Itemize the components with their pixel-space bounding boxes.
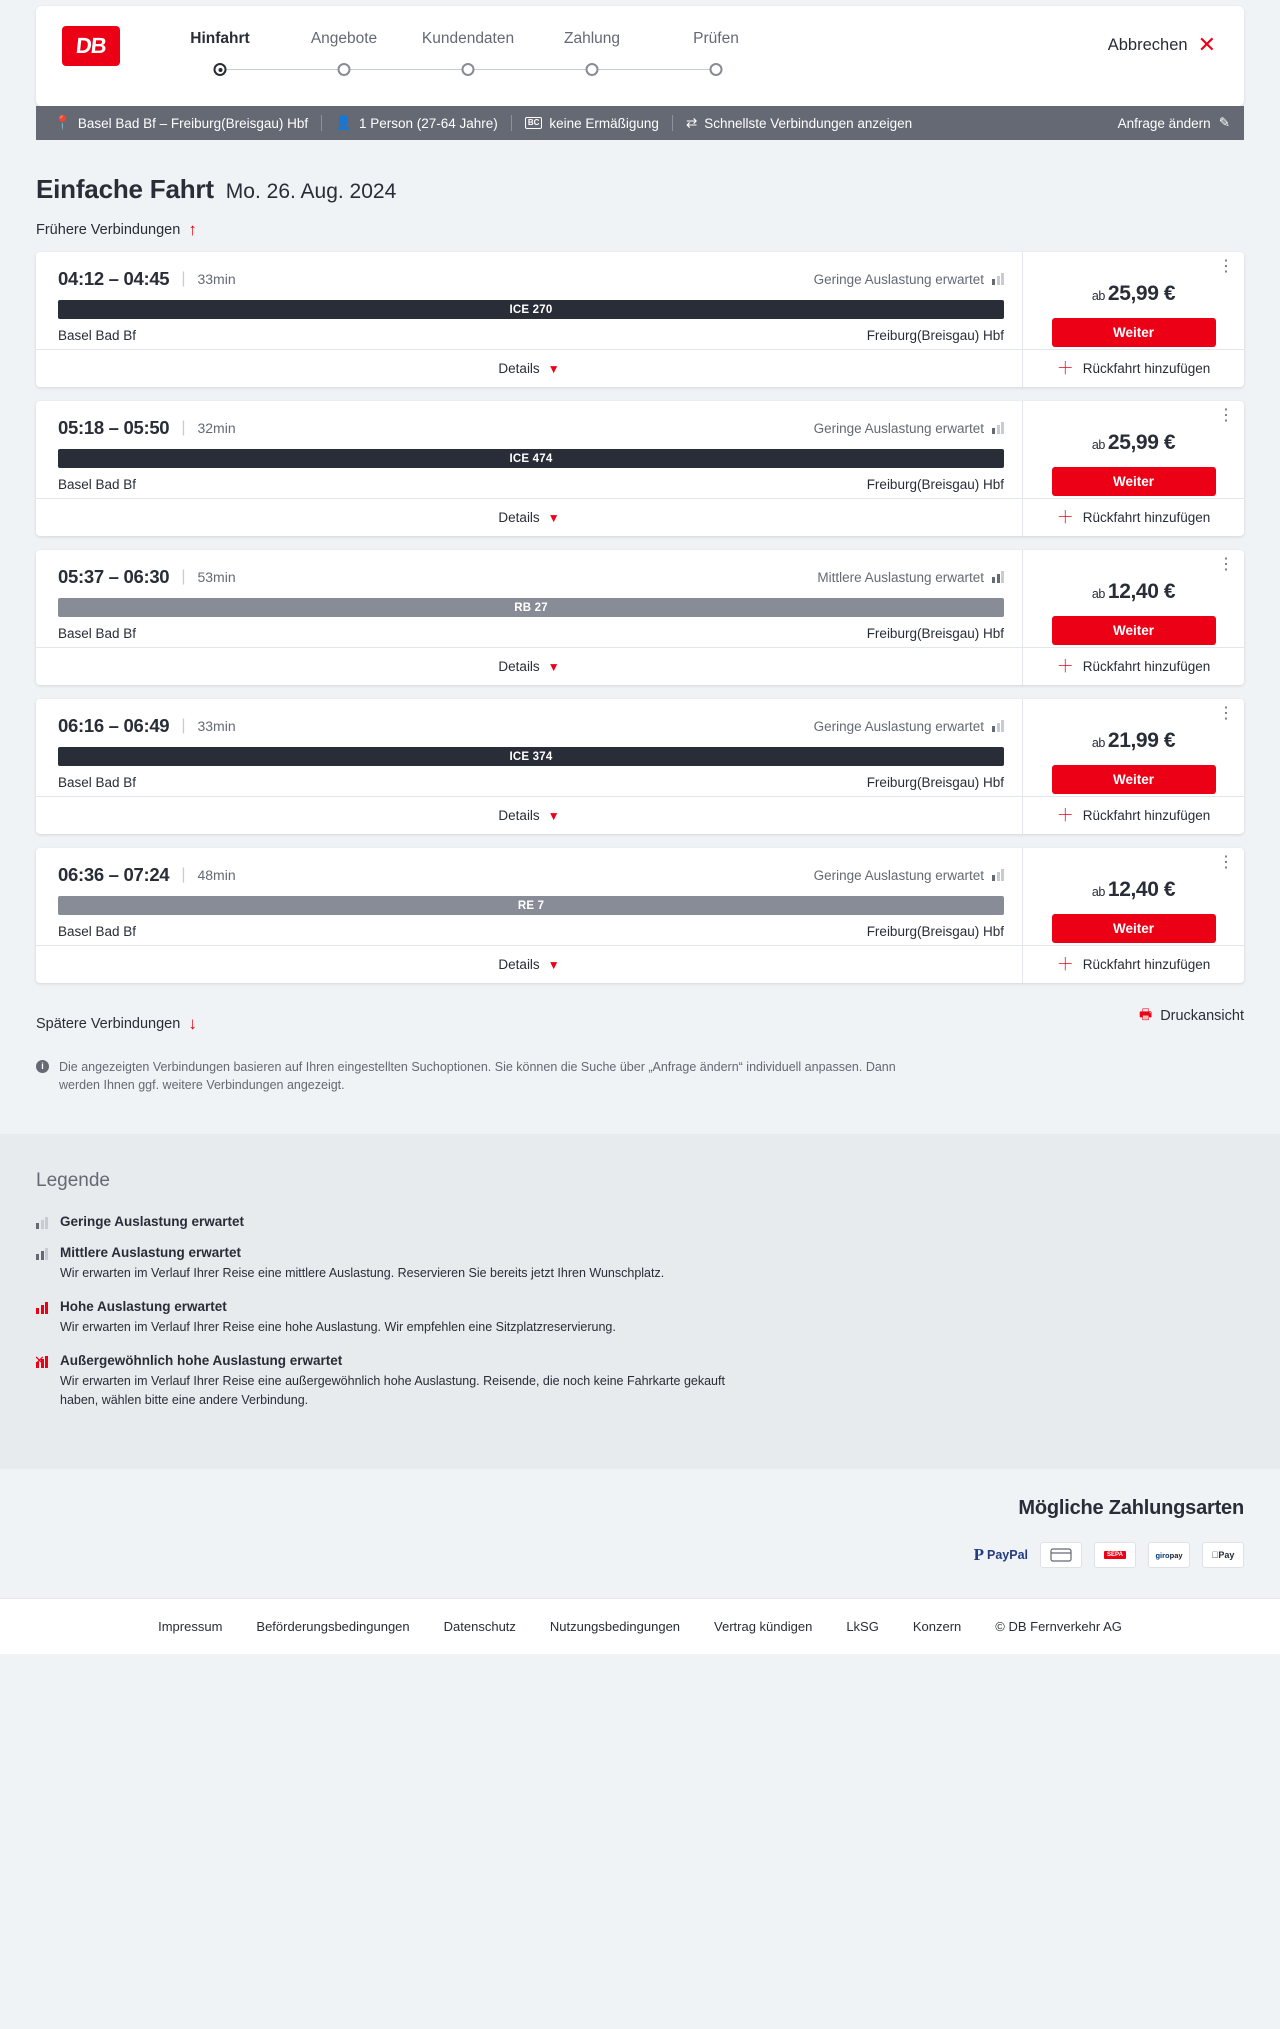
occupancy-indicator — [814, 421, 1004, 436]
occupancy-label: Geringe Auslastung erwartet — [813, 867, 984, 883]
station-from: Basel Bad Bf — [58, 924, 137, 939]
legend-item-desc: Wir erwarten im Verlauf Ihrer Reise eine mittlere Auslastung. Reservieren Sie bereits jetzt Ihren Wunschplatz. — [60, 1266, 665, 1281]
station-to: Freiburg(Breisgau) Hbf — [866, 477, 1004, 492]
legend-title: Legende — [36, 1170, 110, 1192]
db-logo-text: DB — [74, 33, 108, 58]
connection-card[interactable] — [36, 401, 1244, 536]
legend-item-desc: Wir erwarten im Verlauf Ihrer Reise eine außergewöhnlich hohe Auslastung. Reisende, die noch keine Fahrkarte gekauft haben, wählen bitte eine andere Verbindung. — [60, 1373, 725, 1407]
continue-button[interactable]: Weiter — [1052, 616, 1216, 645]
connection-details — [36, 401, 1022, 536]
occupancy-label: Geringe Auslastung erwartet — [813, 271, 984, 287]
step-label: Zahlung — [563, 30, 620, 47]
query-discount[interactable] — [512, 116, 672, 131]
later-label: Spätere Verbindungen — [36, 1015, 181, 1032]
payment-section — [0, 1469, 1280, 1598]
more-options-icon[interactable]: ⋮ — [1218, 705, 1234, 722]
page-title — [36, 174, 1244, 205]
connection-offer — [1022, 699, 1244, 834]
connection-offer — [1022, 252, 1244, 387]
occupancy-bars-icon — [992, 571, 1004, 583]
train-badge[interactable] — [58, 300, 1004, 319]
station-from: Basel Bad Bf — [58, 775, 137, 790]
divider: | — [181, 568, 186, 585]
edit-query-button[interactable] — [1118, 115, 1230, 131]
connection-card[interactable] — [36, 252, 1244, 387]
add-return-trip-button[interactable] — [1023, 945, 1244, 983]
close-icon: ✕ — [1197, 32, 1216, 57]
occupancy-bars-icon — [992, 869, 1004, 881]
connection-offer — [1022, 848, 1244, 983]
payment-title: Mögliche Zahlungsarten — [1018, 1497, 1244, 1520]
occupancy-label: Mittlere Auslastung erwartet — [817, 569, 984, 585]
plus-icon: ＋ — [1056, 508, 1074, 527]
footer-link-nutzungsbedingungen[interactable]: Nutzungsbedingungen — [549, 1619, 681, 1635]
legend-item-title: Geringe Auslastung erwartet — [60, 1214, 245, 1230]
price-value: 12,40 € — [1107, 580, 1176, 603]
occupancy-label: Geringe Auslastung erwartet — [813, 718, 984, 734]
details-label: Details — [498, 808, 540, 823]
bahncard-icon: BC — [525, 117, 543, 129]
earlier-connections-button[interactable] — [36, 221, 1244, 238]
print-label: Druckansicht — [1160, 1007, 1244, 1024]
footer-link-datenschutz[interactable]: Datenschutz — [443, 1619, 516, 1635]
creditcard-icon — [1040, 1542, 1082, 1568]
legend-item — [36, 1299, 1244, 1337]
price-value: 12,40 € — [1107, 878, 1176, 901]
chevron-down-icon: ▼ — [547, 808, 560, 823]
connection-details — [36, 252, 1022, 387]
more-options-icon[interactable]: ⋮ — [1218, 258, 1234, 275]
step-connector — [592, 69, 716, 70]
details-label: Details — [498, 510, 540, 525]
cancel-button[interactable] — [1108, 34, 1216, 56]
step-zahlung[interactable] — [530, 30, 654, 82]
applepay-icon: Pay — [1202, 1542, 1244, 1568]
more-options-icon[interactable]: ⋮ — [1218, 556, 1234, 573]
train-name: RB 27 — [514, 601, 548, 614]
price — [1092, 431, 1175, 455]
details-label: Details — [498, 659, 540, 674]
continue-button[interactable]: Weiter — [1052, 914, 1216, 943]
legend-item — [36, 1214, 1244, 1229]
main-content — [0, 174, 1280, 1094]
occupancy-indicator — [817, 570, 1004, 585]
station-to: Freiburg(Breisgau) Hbf — [866, 775, 1004, 790]
db-logo[interactable] — [62, 26, 120, 66]
step-dot-icon — [338, 63, 351, 76]
step-pruefen[interactable] — [654, 30, 778, 82]
divider: | — [181, 717, 186, 734]
sort-icon: ⇄ — [685, 115, 698, 130]
plus-icon: ＋ — [1056, 359, 1074, 378]
train-name: ICE 474 — [509, 452, 553, 465]
occupancy-bars-icon — [36, 1247, 48, 1260]
footer-link-lksg[interactable]: LkSG — [846, 1619, 879, 1635]
step-angebote[interactable] — [282, 30, 406, 82]
legend-item-desc: Wir erwarten im Verlauf Ihrer Reise eine hohe Auslastung. Wir empfehlen eine Sitzplatzreservierung. — [60, 1320, 616, 1334]
occupancy-indicator — [814, 272, 1004, 287]
station-from: Basel Bad Bf — [58, 328, 137, 343]
info-icon: i — [36, 1060, 49, 1073]
connection-duration: 32min — [197, 420, 236, 436]
continue-button[interactable]: Weiter — [1052, 318, 1216, 347]
step-dot-icon — [462, 63, 475, 76]
details-toggle[interactable] — [36, 647, 1022, 685]
price-prefix: ab — [1091, 289, 1105, 303]
legend-item — [36, 1245, 1244, 1283]
query-discount-label: keine Ermäßigung — [549, 115, 659, 131]
station-to: Freiburg(Breisgau) Hbf — [866, 924, 1004, 939]
chevron-down-icon: ▼ — [547, 361, 560, 376]
progress-steps — [158, 30, 778, 82]
pencil-icon: ✎ — [1218, 115, 1230, 130]
connection-details — [36, 848, 1022, 983]
price — [1092, 282, 1175, 306]
connection-card[interactable] — [36, 550, 1244, 685]
connection-duration: 33min — [197, 271, 236, 287]
payment-methods — [36, 1542, 1244, 1568]
price — [1092, 729, 1175, 753]
details-label: Details — [498, 957, 540, 972]
step-label: Kundendaten — [421, 30, 515, 47]
page-header — [36, 6, 1244, 106]
paypal-icon: P PayPal — [973, 1545, 1028, 1565]
more-options-icon[interactable]: ⋮ — [1218, 854, 1234, 871]
price-prefix: ab — [1091, 438, 1105, 452]
footer-link-vertrag-kuendigen[interactable]: Vertrag kündigen — [714, 1619, 813, 1635]
train-badge[interactable] — [58, 747, 1004, 766]
location-pin-icon: 📍 — [54, 115, 71, 130]
occupancy-bars-icon — [992, 422, 1004, 434]
connection-duration: 53min — [197, 569, 236, 585]
station-from: Basel Bad Bf — [58, 477, 137, 492]
footer-link-impressum[interactable]: Impressum — [158, 1619, 223, 1635]
connection-time: 06:36 – 07:24 — [58, 864, 170, 885]
travel-date: Mo. 26. Aug. 2024 — [225, 180, 397, 203]
legend-item — [36, 1353, 1244, 1410]
step-label: Prüfen — [693, 30, 739, 47]
step-dot-icon — [710, 63, 723, 76]
add-return-trip-button[interactable] — [1023, 498, 1244, 536]
printer-icon: 🖶 — [1138, 1005, 1153, 1022]
chevron-down-icon: ▼ — [547, 659, 560, 674]
train-badge[interactable] — [58, 896, 1004, 915]
details-toggle[interactable] — [36, 349, 1022, 387]
person-icon: 👤 — [335, 115, 352, 130]
occupancy-bars-icon — [36, 1216, 48, 1229]
price-value: 25,99 € — [1107, 282, 1176, 305]
legend-item-title: Hohe Auslastung erwartet — [60, 1299, 227, 1314]
occupancy-bars-icon — [36, 1301, 48, 1314]
plus-icon: ＋ — [1056, 657, 1074, 676]
list-footer-row — [36, 999, 1244, 1032]
details-toggle[interactable] — [36, 945, 1022, 983]
add-return-trip-button[interactable] — [1023, 796, 1244, 834]
divider: | — [181, 866, 186, 883]
connection-details — [36, 699, 1022, 834]
connection-offer — [1022, 401, 1244, 536]
earlier-label: Frühere Verbindungen — [36, 221, 181, 238]
footer-link-befoerderungsbedingungen[interactable]: Beförderungsbedingungen — [256, 1619, 410, 1635]
connection-card[interactable] — [36, 699, 1244, 834]
giropay-icon: giropay — [1148, 1542, 1190, 1568]
connection-time: 04:12 – 04:45 — [58, 268, 170, 289]
train-badge[interactable] — [58, 449, 1004, 468]
footer-link-konzern[interactable]: Konzern — [912, 1619, 962, 1635]
connection-time: 05:37 – 06:30 — [58, 566, 170, 587]
step-connector — [468, 69, 592, 70]
step-kundendaten[interactable] — [406, 30, 530, 82]
step-dot-icon — [586, 63, 599, 76]
chevron-down-icon: ▼ — [547, 510, 560, 525]
connection-details — [36, 550, 1022, 685]
connection-time: 05:18 – 05:50 — [58, 417, 170, 438]
footer-copyright: © DB Fernverkehr AG — [995, 1619, 1122, 1635]
step-connector — [344, 69, 468, 70]
legend-section — [0, 1134, 1280, 1469]
step-label: Angebote — [310, 30, 378, 47]
print-view-button[interactable] — [1139, 1004, 1244, 1028]
plus-icon: ＋ — [1056, 955, 1074, 974]
legend-item-title: Außergewöhnlich hohe Auslastung erwartet — [60, 1352, 343, 1368]
plus-icon: ＋ — [1056, 806, 1074, 825]
price-value: 25,99 € — [1107, 431, 1176, 454]
chevron-down-icon: ▼ — [547, 957, 560, 972]
continue-button[interactable]: Weiter — [1052, 765, 1216, 794]
occupancy-label: Geringe Auslastung erwartet — [813, 420, 984, 436]
more-options-icon[interactable]: ⋮ — [1218, 407, 1234, 424]
add-return-label: Rückfahrt hinzufügen — [1082, 659, 1211, 674]
query-route[interactable] — [50, 115, 321, 131]
train-name: RE 7 — [517, 899, 545, 912]
step-connector — [220, 69, 344, 70]
train-badge[interactable] — [58, 598, 1004, 617]
later-connections-button[interactable] — [36, 1015, 197, 1032]
add-return-trip-button[interactable] — [1023, 647, 1244, 685]
sepa-icon: SEPA — [1094, 1542, 1136, 1568]
connection-card[interactable] — [36, 848, 1244, 983]
connection-duration: 33min — [197, 718, 236, 734]
station-to: Freiburg(Breisgau) Hbf — [866, 626, 1004, 641]
details-toggle[interactable] — [36, 498, 1022, 536]
station-from: Basel Bad Bf — [58, 626, 137, 641]
price-prefix: ab — [1091, 587, 1105, 601]
add-return-trip-button[interactable] — [1023, 349, 1244, 387]
search-hint-text: Die angezeigten Verbindungen basieren auf Ihren eingestellten Suchoptionen. Sie können die Suche über „Anfrage ändern“ individuell anpassen. Dann werden Ihnen ggf. weitere Verbindungen angezeigt. — [59, 1060, 896, 1093]
query-summary-bar — [36, 106, 1244, 140]
train-name: ICE 374 — [509, 750, 553, 763]
search-hint — [36, 1058, 1244, 1094]
edit-query-label: Anfrage ändern — [1117, 115, 1211, 131]
divider: | — [181, 270, 186, 287]
price-value: 21,99 € — [1107, 729, 1176, 752]
connection-time: 06:16 – 06:49 — [58, 715, 170, 736]
price-prefix: ab — [1091, 885, 1105, 899]
legend-item-title: Mittlere Auslastung erwartet — [60, 1245, 242, 1261]
continue-button[interactable]: Weiter — [1052, 467, 1216, 496]
divider: | — [181, 419, 186, 436]
price-prefix: ab — [1091, 736, 1105, 750]
add-return-label: Rückfahrt hinzufügen — [1082, 510, 1211, 525]
query-route-label: Basel Bad Bf – Freiburg(Breisgau) Hbf — [77, 115, 309, 131]
query-passengers[interactable] — [322, 115, 511, 131]
arrow-down-icon: ↓ — [188, 1014, 197, 1033]
details-label: Details — [498, 361, 540, 376]
step-hinfahrt[interactable] — [158, 30, 282, 82]
step-label: Hinfahrt — [190, 30, 250, 47]
query-passengers-label: 1 Person (27-64 Jahre) — [358, 115, 498, 131]
add-return-label: Rückfahrt hinzufügen — [1082, 361, 1211, 376]
page-footer — [0, 1598, 1280, 1654]
arrow-up-icon: ↑ — [188, 220, 197, 239]
occupancy-bars-icon — [992, 273, 1004, 285]
page-title-text: Einfache Fahrt — [36, 174, 214, 204]
occupancy-indicator — [814, 719, 1004, 734]
connection-duration: 48min — [197, 867, 236, 883]
occupancy-indicator — [814, 868, 1004, 883]
step-dot-active-icon — [214, 63, 227, 76]
query-sort[interactable] — [673, 115, 925, 131]
details-toggle[interactable] — [36, 796, 1022, 834]
connection-offer — [1022, 550, 1244, 685]
occupancy-bars-icon — [992, 720, 1004, 732]
cancel-label: Abbrechen — [1107, 35, 1188, 54]
occupancy-overload-icon: ✕ — [36, 1355, 48, 1368]
train-name: ICE 270 — [509, 303, 553, 316]
price — [1092, 580, 1175, 604]
query-sort-label: Schnellste Verbindungen anzeigen — [704, 115, 913, 131]
page-root — [0, 6, 1280, 1654]
add-return-label: Rückfahrt hinzufügen — [1082, 957, 1211, 972]
station-to: Freiburg(Breisgau) Hbf — [866, 328, 1004, 343]
price — [1092, 878, 1175, 902]
add-return-label: Rückfahrt hinzufügen — [1082, 808, 1211, 823]
